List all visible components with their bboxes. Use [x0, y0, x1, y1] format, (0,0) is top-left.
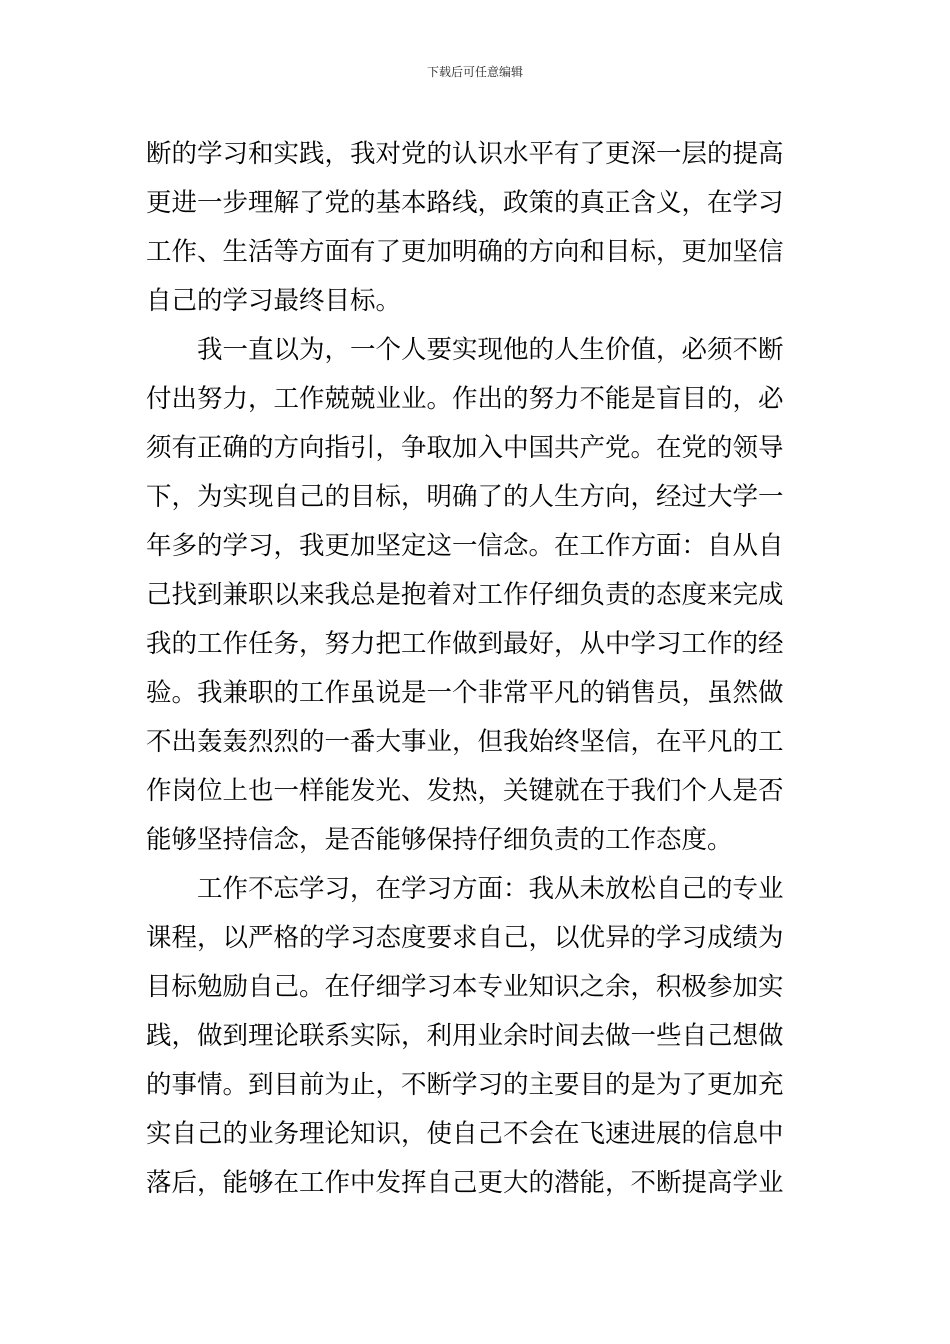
text-line: 付出努力，工作兢兢业业。作出的努力不能是盲目的，必 — [146, 384, 784, 414]
paragraph — [146, 326, 808, 865]
text-line: 自己的学习最终目标。 — [146, 286, 402, 316]
text-line: 更进一步理解了党的基本路线，政策的真正含义，在学习 — [146, 188, 784, 218]
text-line: 课程，以严格的学习态度要求自己，以优异的学习成绩为 — [146, 923, 784, 953]
paragraph — [146, 130, 808, 326]
paragraph — [146, 865, 808, 1208]
document-body — [146, 130, 808, 1208]
text-line: 能够坚持信念，是否能够保持仔细负责的工作态度。 — [146, 825, 733, 855]
text-line: 我一直以为，一个人要实现他的人生价值，必须不断 — [197, 335, 784, 365]
text-line: 验。我兼职的工作虽说是一个非常平凡的销售员，虽然做 — [146, 678, 784, 708]
text-line: 作岗位上也一样能发光、发热，关键就在于我们个人是否 — [146, 776, 784, 806]
text-line: 实自己的业务理论知识，使自己不会在飞速进展的信息中 — [146, 1119, 784, 1149]
text-line: 工作不忘学习，在学习方面：我从未放松自己的专业 — [197, 874, 784, 904]
text-line: 践，做到理论联系实际，利用业余时间去做一些自己想做 — [146, 1021, 784, 1051]
text-line: 不出轰轰烈烈的一番大事业，但我始终坚信，在平凡的工 — [146, 727, 784, 757]
text-line: 须有正确的方向指引，争取加入中国共产党。在党的领导 — [146, 433, 784, 463]
text-line: 下，为实现自己的目标，明确了的人生方向，经过大学一 — [146, 482, 784, 512]
text-line: 工作、生活等方面有了更加明确的方向和目标，更加坚信 — [146, 237, 784, 267]
text-line: 年多的学习，我更加坚定这一信念。在工作方面：自从自 — [146, 531, 784, 561]
text-line: 目标勉励自己。在仔细学习本专业知识之余，积极参加实 — [146, 972, 784, 1002]
text-line: 断的学习和实践，我对党的认识水平有了更深一层的提高 — [146, 139, 784, 169]
text-line: 落后，能够在工作中发挥自己更大的潜能，不断提高学业 — [146, 1168, 784, 1198]
text-line: 己找到兼职以来我总是抱着对工作仔细负责的态度来完成 — [146, 580, 784, 610]
text-line: 的事情。到目前为止，不断学习的主要目的是为了更加充 — [146, 1070, 784, 1100]
page-header: 下载后可任意编辑 — [426, 65, 523, 79]
text-line: 我的工作任务，努力把工作做到最好，从中学习工作的经 — [146, 629, 784, 659]
